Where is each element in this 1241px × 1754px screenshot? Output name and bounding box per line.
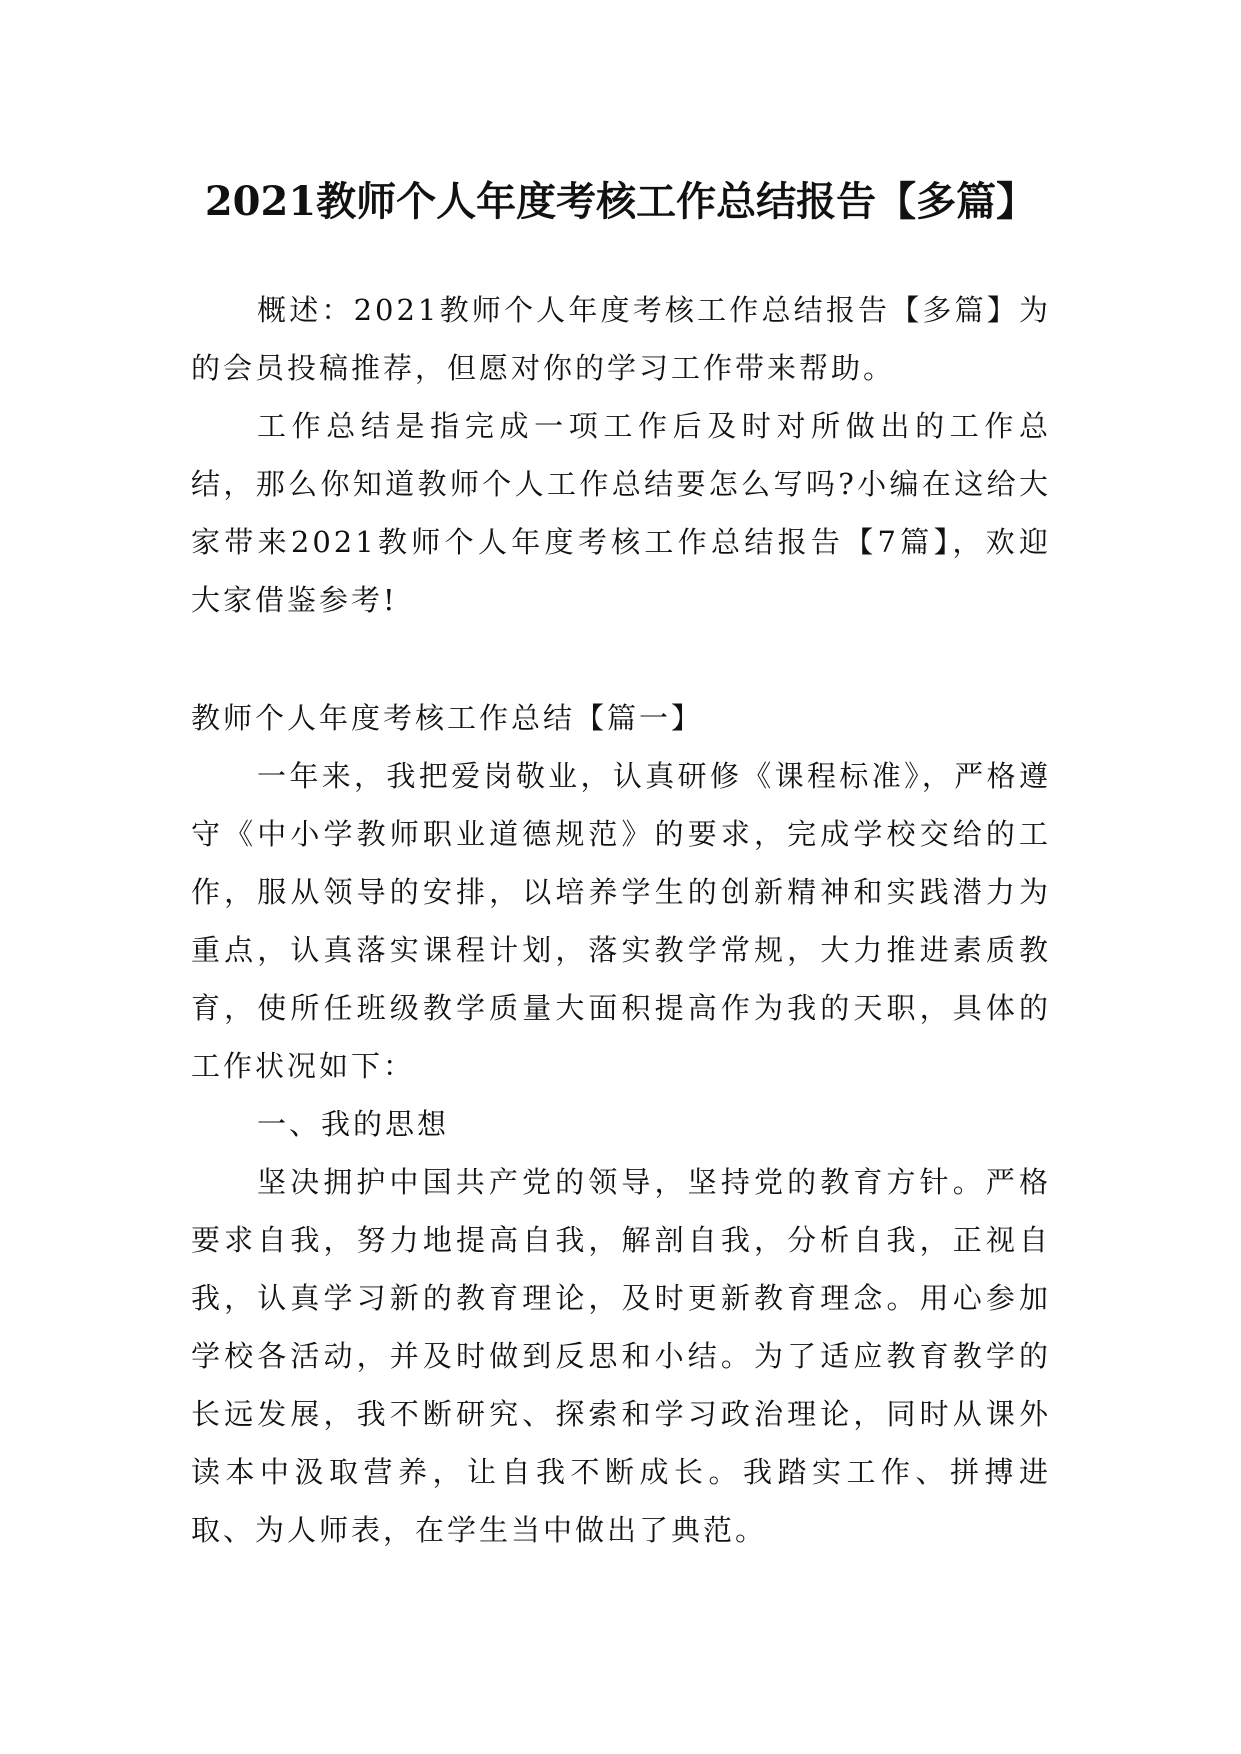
- document-title: 2021教师个人年度考核工作总结报告【多篇】: [204, 177, 1037, 225]
- section-paragraph-2: 坚决拥护中国共产党的领导，坚持党的教育方针。严格要求自我，努力地提高自我，解剖自我，分析自我，正视自我，认真学习新的教育理论，及时更新教育理念。用心参加学校各活动，并及时做到反思和小结。为了适应教育教学的长远发展，我不断研究、探索和学习政治理论，同时从课外读本中汲取营养，让自我不断成长。我踏实工作、拼搏进取、为人师表，在学生当中做出了典范。: [191, 1165, 1051, 1547]
- intro-paragraph-2: 工作总结是指完成一项工作后及时对所做出的工作总结，那么你知道教师个人工作总结要怎么写吗?小编在这给大家带来2021教师个人年度考核工作总结报告【7篇】，欢迎大家借鉴参考!: [191, 409, 1051, 617]
- intro-paragraph-1: 概述：2021教师个人年度考核工作总结报告【多篇】为的会员投稿推荐，但愿对你的学习工作带来帮助。: [191, 293, 1051, 385]
- subheading-my-thoughts: 一、我的思想: [257, 1107, 450, 1141]
- section-paragraph-1: 一年来，我把爱岗敬业，认真研修《课程标准》，严格遵守《中小学教师职业道德规范》的要求，完成学校交给的工作，服从领导的安排，以培养学生的创新精神和实践潜力为重点，认真落实课程计划，落实教学常规，大力推进素质教育，使所任班级教学质量大面积提高作为我的天职，具体的工作状况如下：: [191, 759, 1051, 1083]
- section-heading: 教师个人年度考核工作总结【篇一】: [191, 701, 704, 735]
